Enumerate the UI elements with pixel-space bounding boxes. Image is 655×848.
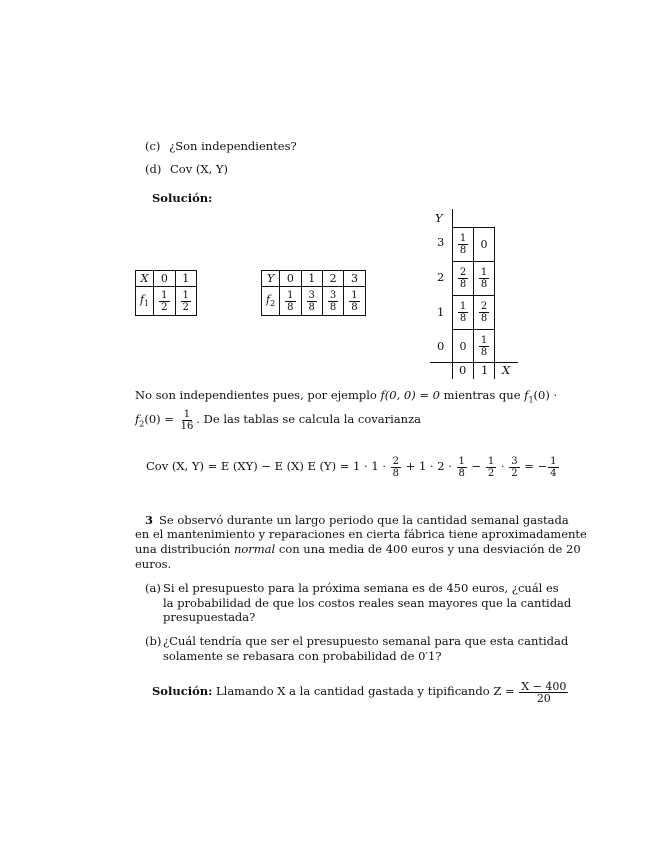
table-y-row-label: $f_2$ xyxy=(262,287,280,316)
problem-number: 3 xyxy=(145,513,154,527)
table-x-header-1: 1 xyxy=(175,271,196,287)
joint-grid-line xyxy=(494,227,495,379)
joint-y-tick-2: 2 xyxy=(437,270,445,284)
question-c-label: (c) xyxy=(145,139,161,153)
table-y-header-0: 0 xyxy=(280,271,301,287)
joint-cell-x1-y0: $\frac{1}{8}$ xyxy=(480,334,488,358)
problem-3-line-3: una distribución normal con una media de 400 euros y una desviación de 20 xyxy=(135,542,581,556)
solution-heading-1: Solución: xyxy=(152,191,213,205)
joint-cell-x0-y1: $\frac{1}{8}$ xyxy=(459,301,467,324)
question-d-text: Cov (X, Y) xyxy=(170,162,228,176)
part-b-label: (b) xyxy=(145,634,162,648)
question-c xyxy=(145,139,297,154)
part-a-label: (a) xyxy=(145,581,161,595)
table-x-header-var: X xyxy=(136,271,154,287)
table-x-value-0: $\frac{1}{2}$ xyxy=(154,287,175,316)
joint-cell-x0-y0: 0 xyxy=(459,339,467,353)
joint-y-axis-label: Y xyxy=(435,211,443,225)
covariance-formula: Cov (X, Y) = E (XY) − E (X) E (Y) = 1 · 1 · $\frac{2}{8}$ + 1 · 2 · $\frac{1}{8}$ − $\frac{1}{2}$ · $\frac{3}{2}$ = − $\frac{1}{4}$ xyxy=(146,455,557,479)
joint-cell-x1-y1: $\frac{2}{8}$ xyxy=(480,301,488,324)
problem-3-line-1: 3 Se observó durante un largo periodo que la cantidad semanal gastada xyxy=(145,513,569,527)
table-x-header-0: 0 xyxy=(154,271,175,287)
table-y-header-3: 3 xyxy=(344,271,365,287)
table-y-header-2: 2 xyxy=(322,271,343,287)
marginal-table-x xyxy=(135,270,197,316)
problem-3-line-2: en el mantenimiento y reparaciones en cierta fábrica tiene aproximadamente xyxy=(135,527,587,541)
table-y-value-3: $\frac{1}{8}$ xyxy=(344,287,365,316)
joint-y-tick-3: 3 xyxy=(437,235,445,249)
joint-cell-x1-y2: $\frac{1}{8}$ xyxy=(480,267,488,290)
joint-cell-x0-y3: $\frac{1}{8}$ xyxy=(459,233,467,256)
solution-2-line: Solución: Llamando X a la cantidad gastada y tipificando Z = $\frac{X - 400}{20}$ xyxy=(152,679,567,705)
joint-x-tick-1: 1 xyxy=(481,363,489,377)
joint-y-tick-1: 1 xyxy=(437,305,445,319)
table-x-value-1: $\frac{1}{2}$ xyxy=(175,287,196,316)
question-d-label: (d) xyxy=(145,162,162,176)
joint-x-axis-label: X xyxy=(502,363,511,377)
independence-paragraph-line-2: $f_2(0)$ = $\frac{1}{16}$ . De las tablas se calcula la covarianza xyxy=(135,408,421,432)
question-d xyxy=(145,162,228,177)
table-y-value-2: $\frac{3}{8}$ xyxy=(322,287,343,316)
marginal-table-y xyxy=(261,270,366,316)
part-b-line-1: ¿Cuál tendría que ser el presupuesto semanal para que esta cantidad xyxy=(163,634,569,648)
joint-cell-x1-y3: 0 xyxy=(480,238,488,251)
table-y-value-0: $\frac{1}{8}$ xyxy=(280,287,301,316)
joint-x-axis-line xyxy=(430,362,518,363)
solution-heading-2: Solución: xyxy=(152,684,213,698)
table-y-header-1: 1 xyxy=(301,271,322,287)
question-c-text: ¿Son independientes? xyxy=(169,139,297,153)
joint-cell-x0-y2: $\frac{2}{8}$ xyxy=(459,267,467,290)
part-a-line-3: presupuestada? xyxy=(163,610,256,624)
table-x-row-label: $f_1$ xyxy=(136,287,154,316)
independence-paragraph-line-1: No son independientes pues, por ejemplo f(0, 0) = 0 mientras que $f_1(0)$ · xyxy=(135,388,558,405)
joint-x-tick-0: 0 xyxy=(459,363,467,377)
table-y-value-1: $\frac{3}{8}$ xyxy=(301,287,322,316)
problem-3-line-4: euros. xyxy=(135,557,172,571)
part-a-line-1: Si el presupuesto para la próxima semana es de 450 euros, ¿cuál es xyxy=(163,581,559,595)
joint-y-tick-0: 0 xyxy=(437,339,445,353)
part-a-line-2: la probabilidad de que los costos reales sean mayores que la cantidad xyxy=(163,596,572,610)
table-y-header-var: Y xyxy=(262,271,280,287)
part-b-line-2: solamente se rebasara con probabilidad de 0′1? xyxy=(163,649,442,663)
